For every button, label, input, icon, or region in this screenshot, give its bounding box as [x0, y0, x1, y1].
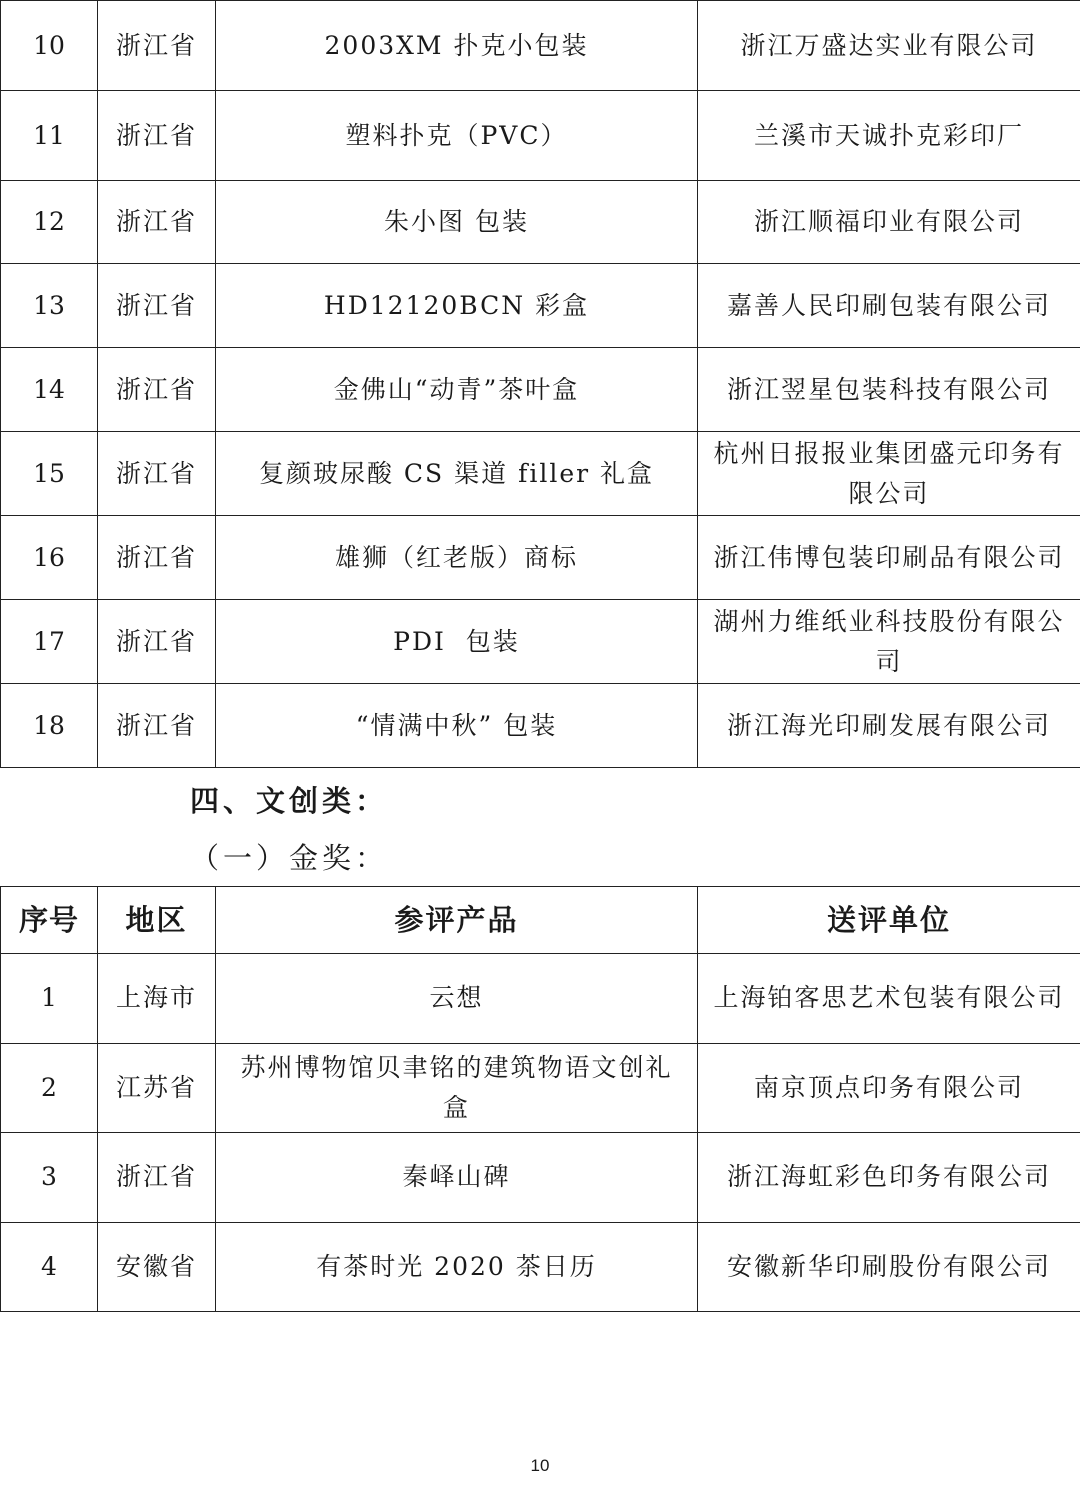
cell-unit: 兰溪市天诚扑克彩印厂: [698, 91, 1080, 181]
cell-region: 浙江省: [98, 1, 216, 91]
cell-region: 浙江省: [98, 432, 216, 516]
cell-unit: 杭州日报报业集团盛元印务有限公司: [698, 432, 1080, 516]
header-region: 地区: [98, 887, 216, 954]
cell-product: 云想: [216, 954, 698, 1044]
table-row: [1, 516, 1080, 600]
cell-region: 浙江省: [98, 684, 216, 768]
cell-no: 15: [1, 432, 98, 516]
header-unit: 送评单位: [698, 887, 1080, 954]
cell-unit: 浙江海虹彩色印务有限公司: [698, 1133, 1080, 1223]
cell-region: 安徽省: [98, 1222, 216, 1312]
cell-no: 4: [1, 1222, 98, 1312]
table-row: [1, 1133, 1080, 1223]
cell-product: 有茶时光 2020 茶日历: [216, 1222, 698, 1312]
table-row: [1, 1222, 1080, 1312]
cell-product: HD12120BCN 彩盒: [216, 264, 698, 348]
cell-no: 14: [1, 348, 98, 432]
table-row: [1, 684, 1080, 768]
cell-product: 金佛山“动青”茶叶盒: [216, 348, 698, 432]
cell-no: 18: [1, 684, 98, 768]
cell-no: 11: [1, 91, 98, 181]
cell-region: 浙江省: [98, 600, 216, 684]
cell-product: 苏州博物馆贝聿铭的建筑物语文创礼盒: [216, 1043, 698, 1133]
table-row: [1, 954, 1080, 1044]
cell-product: PDI 包装: [216, 600, 698, 684]
cell-unit: 浙江顺福印业有限公司: [698, 181, 1080, 264]
table-row: [1, 432, 1080, 516]
cell-product: 朱小图 包装: [216, 181, 698, 264]
cell-unit: 上海铂客思艺术包装有限公司: [698, 954, 1080, 1044]
page-number: 10: [530, 1456, 550, 1475]
table-row: [1, 1043, 1080, 1133]
gold-award-table: [0, 886, 1080, 1312]
cell-region: 浙江省: [98, 181, 216, 264]
cell-product: 2003XM 扑克小包装: [216, 1, 698, 91]
cell-unit: 浙江万盛达实业有限公司: [698, 1, 1080, 91]
cell-product: 塑料扑克（PVC）: [216, 91, 698, 181]
table-row: [1, 264, 1080, 348]
section-heading: 四、文创类：: [190, 784, 389, 818]
cell-unit: 湖州力维纸业科技股份有限公司: [698, 600, 1080, 684]
cell-no: 3: [1, 1133, 98, 1223]
cell-product: 复颜玻尿酸 CS 渠道 filler 礼盒: [216, 432, 698, 516]
cell-no: 1: [1, 954, 98, 1044]
cell-region: 浙江省: [98, 91, 216, 181]
cell-unit: 南京顶点印务有限公司: [698, 1043, 1080, 1133]
table-header-row: [1, 887, 1080, 954]
subsection-heading: （一）金奖：: [190, 841, 389, 875]
cell-product: “情满中秋” 包装: [216, 684, 698, 768]
cell-no: 10: [1, 1, 98, 91]
cell-unit: 浙江海光印刷发展有限公司: [698, 684, 1080, 768]
cell-region: 上海市: [98, 954, 216, 1044]
table-row: [1, 181, 1080, 264]
cell-region: 浙江省: [98, 348, 216, 432]
table-row: [1, 348, 1080, 432]
cell-region: 浙江省: [98, 516, 216, 600]
table-row: [1, 91, 1080, 181]
cell-no: 12: [1, 181, 98, 264]
cell-product: 雄狮（红老版）商标: [216, 516, 698, 600]
cell-region: 江苏省: [98, 1043, 216, 1133]
cell-region: 浙江省: [98, 1133, 216, 1223]
table-row: [1, 600, 1080, 684]
cell-unit: 浙江翌星包装科技有限公司: [698, 348, 1080, 432]
cell-product: 秦峄山碑: [216, 1133, 698, 1223]
cell-no: 16: [1, 516, 98, 600]
table-row: [1, 1, 1080, 91]
cell-no: 13: [1, 264, 98, 348]
cell-region: 浙江省: [98, 264, 216, 348]
cell-no: 2: [1, 1043, 98, 1133]
cell-unit: 安徽新华印刷股份有限公司: [698, 1222, 1080, 1312]
header-no: 序号: [1, 887, 98, 954]
cell-no: 17: [1, 600, 98, 684]
cell-unit: 浙江伟博包装印刷品有限公司: [698, 516, 1080, 600]
cell-unit: 嘉善人民印刷包装有限公司: [698, 264, 1080, 348]
header-product: 参评产品: [216, 887, 698, 954]
